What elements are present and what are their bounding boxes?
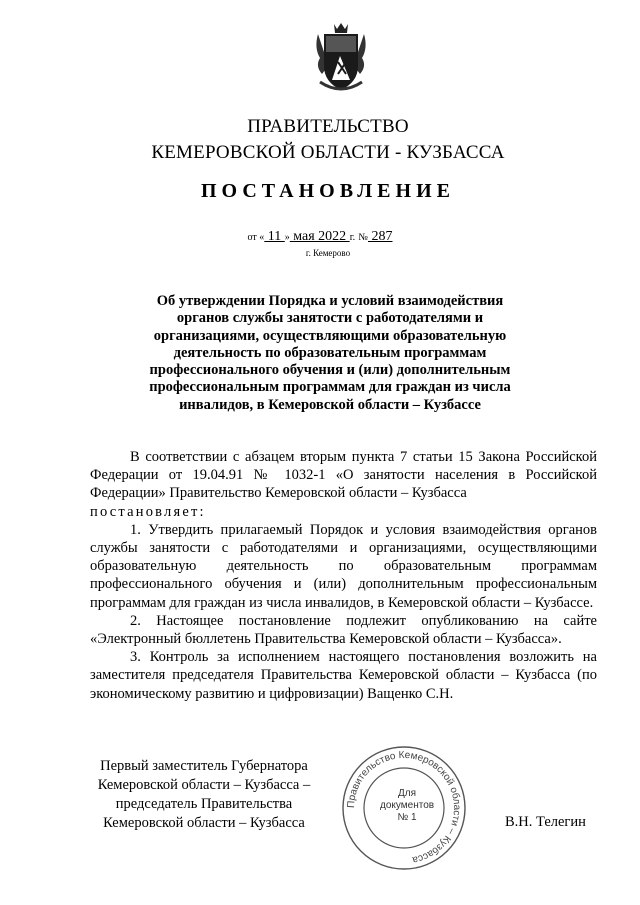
- stamp-center-line3: № 1: [397, 812, 417, 823]
- stamp-center-line1: Для: [397, 788, 417, 799]
- signatory-line2: Кемеровской области – Кузбасса –: [97, 777, 311, 793]
- government-name-line2: КЕМЕРОВСКОЙ ОБЛАСТИ - КУЗБАССА: [151, 142, 505, 163]
- signatory-line3: председатель Правительства: [115, 796, 293, 812]
- resolves-line: постановляет:: [90, 503, 206, 520]
- stamp-center-text: [380, 788, 434, 834]
- number-prefix: №: [358, 232, 368, 243]
- date-quote-close: »: [284, 232, 290, 243]
- coat-of-arms-icon: [312, 22, 370, 94]
- signatory-line4: Кемеровской области – Кузбасса: [103, 815, 305, 831]
- item-1-paragraph: 1. Утвердить прилагаемый Порядок и условия взаимодействия органов службы занятости с работодателями и организациями, осуществляющими образовательную деятельность по образовательным программам профессионального обучения и (или) дополнительным профессиональным программам для граждан из числа инвалидов, в Кемеровской области – Кузбассе.: [90, 521, 597, 611]
- place-of-issue: г. Кемерово: [305, 248, 351, 258]
- document-type: ПОСТАНОВЛЕНИЕ: [201, 180, 455, 202]
- item-2-paragraph: 2. Настоящее постановление подлежит опубликованию на сайте «Электронный бюллетень Правительства Кемеровской области – Кузбасса».: [90, 612, 597, 648]
- date-line: [0, 228, 640, 245]
- stamp-center-line2: документов: [380, 800, 435, 811]
- signatory-line1: Первый заместитель Губернатора: [100, 758, 308, 774]
- stamp-ring-text: Правительство Кемеровской области – Кузбасса: [345, 749, 463, 866]
- item-3-paragraph: 3. Контроль за исполнением настоящего постановления возложить на заместителя председателя Правительства Кемеровской области – Кузбасса (по экономическому развитию и цифровизации) Ващенко С.Н.: [90, 649, 597, 702]
- date-month-year: мая 2022: [289, 229, 350, 244]
- date-year-suffix: г.: [349, 232, 356, 243]
- document-body: [90, 448, 597, 703]
- date-prefix: от «: [247, 232, 265, 243]
- date-day: 11: [264, 229, 285, 244]
- preamble-paragraph: В соответствии с абзацем вторым пункта 7 статьи 15 Закона Российской Федерации от 19.04.91 № 1032-1 «О занятости населения в Российской Федерации» Правительство Кемеровской области – Кузбасса: [90, 449, 597, 502]
- document-number: 287: [367, 229, 393, 244]
- document-title: Об утверждении Порядка и условий взаимодействия органов службы занятости с работодателями и организациями, осуществляющими образовательную деятельность по образовательным программам профессионального обучения и (или) дополнительным профессиональным программам для граждан из числа инвалидов, в Кемеровской области – Кузбассе: [149, 293, 511, 413]
- signatory-name: В.Н. Телегин: [505, 814, 586, 830]
- government-name-line1: ПРАВИТЕЛЬСТВО: [247, 116, 409, 137]
- signatory-position: [88, 757, 320, 833]
